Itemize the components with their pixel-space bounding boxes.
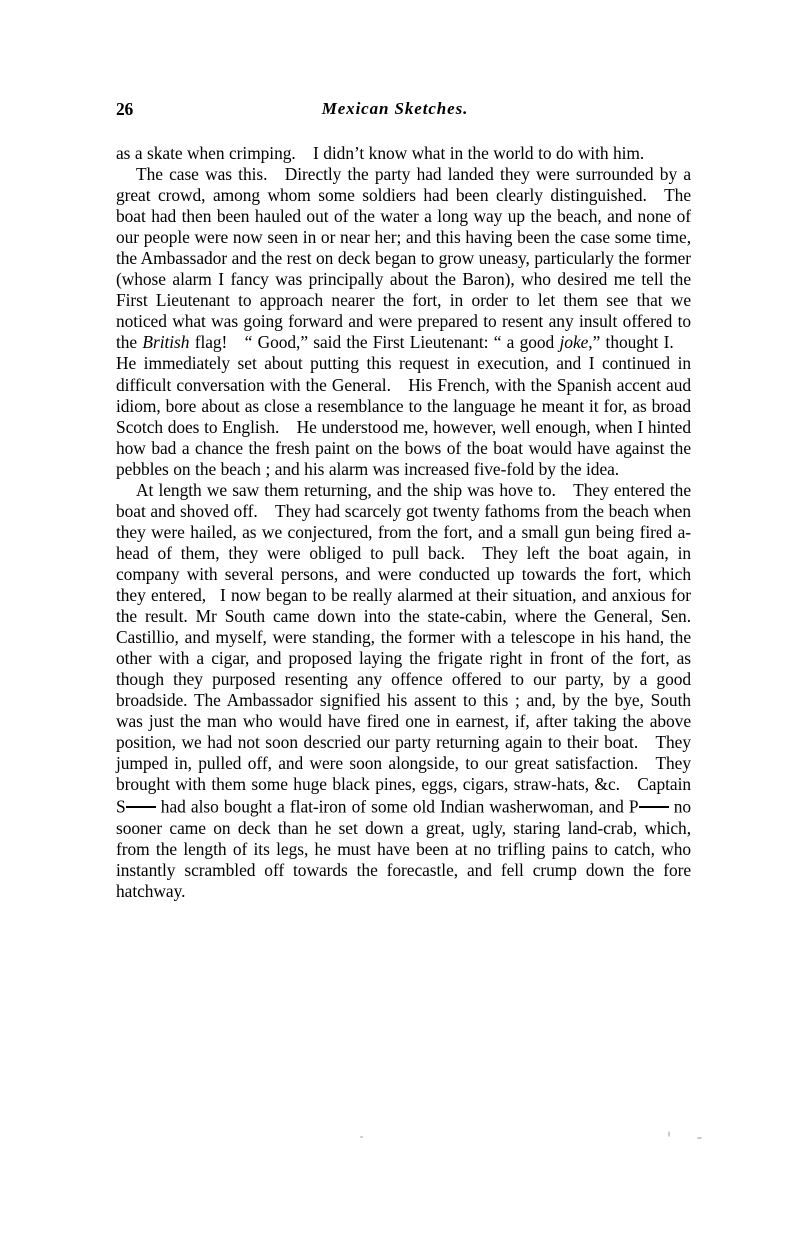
para-at-length: At length we saw them returning, and the ship was hove to. They entered the boat and shoved off. They had scarcely got twenty fathoms from the beach when they were hailed, as we conjectured, from the fort, and a small gun being fired a-head of them, they were obliged to pull back. They left the boat again, in company with several persons, and were conducted up towards the fort, which they entered, I now began to be really alarmed at their situation, and anxious for the result. Mr South came down into the state-cabin, where the General, Sen. Castillio, and myself, were standing, the former with a telescope in his hand, the other with a cigar, and proposed laying the frigate right in front of the fort, as though they purposed resenting any offence offered to our party, by a good broadside. The Ambassador signified his assent to this ; and, by the bye, South was just the man who would have fired one in earnest, if, after taking the above position, we had not soon descried our party returning again to their boat. They jumped in, pulled off, and were soon alongside, to our great satisfaction. They brought with them some huge black pines, eggs, cigars, straw-hats, &c. Captain S had also bought a flat-iron of some old Indian washerwoman, and P no sooner came on deck than he set down a great, ugly, staring land-crab, which, from the length of its legs, he must have been at no trifling pains to catch, who instantly scrambled off towards the forecastle, and fell crump down the fore hatchway. bbox=[116, 479, 691, 902]
running-head bbox=[116, 96, 690, 122]
scan-speck bbox=[360, 1136, 363, 1138]
scan-speck bbox=[668, 1131, 670, 1137]
em-dash-rule bbox=[639, 795, 669, 812]
para-the-case: The case was this. Directly the party had landed they were surrounded by a great crowd, among whom some soldiers had been clearly distinguished. The boat had then been hauled out of the water a long way up the beach, and none of our people were now seen in or near her; and this having been the case some time, the Ambassador and the rest on deck began to grow uneasy, particularly the former (whose alarm I fancy was principally about the Baron), who desired me tell the First Lieutenant to approach nearer the fort, in order to let them see that we noticed what was going forward and were prepared to resent any insult offered to the British flag! “ Good,” said the First Lieutenant: “ a good joke,” thought I. He immediately set about putting this request in execution, and I continued in difficult conversation with the General. His French, with the Spanish accent aud idiom, bore about as close a resemblance to the language he meant it for, as broad Scotch does to English. He understood me, however, well enough, when I hinted how bad a chance the fresh paint on the bows of the boat would have against the pebbles on the beach ; and his alarm was increased five-fold by the idea. bbox=[116, 164, 692, 479]
para-skate: as a skate when crimping. I didn’t know what in the world to do with him. bbox=[116, 143, 645, 163]
scan-speck bbox=[697, 1137, 702, 1139]
page-number: 26 bbox=[116, 99, 133, 119]
italic-phrase: British bbox=[142, 332, 190, 353]
em-dash-rule bbox=[126, 795, 156, 812]
body-text-block bbox=[116, 143, 691, 902]
italic-phrase: joke, bbox=[559, 332, 593, 353]
running-title: Mexican Sketches. bbox=[321, 99, 469, 118]
